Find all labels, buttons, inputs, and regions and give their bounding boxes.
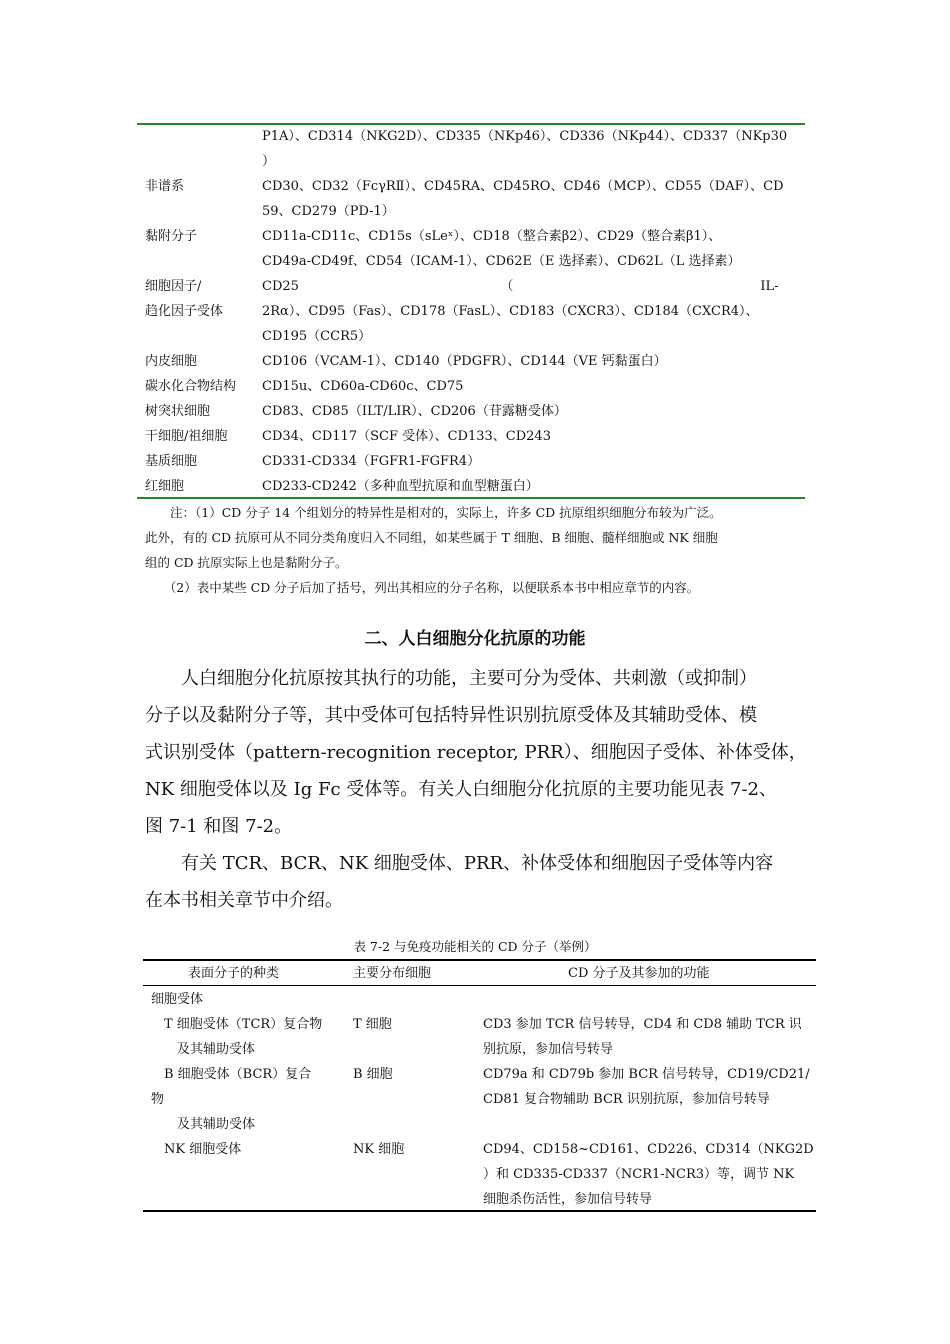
body-line: 人白细胞分化抗原按其执行的功能，主要可分为受体、共刺激（或抑制） <box>145 668 757 689</box>
row-value: CD106（VCAM-1）、CD140（PDGFR）、CD144（VE 钙黏蛋白） <box>262 354 667 369</box>
row-function: CD3 参加 TCR 信号转导，CD4 和 CD8 辅助 TCR 识 <box>483 1017 802 1032</box>
table-caption: 表 7-2 与免疫功能相关的 CD 分子（举例） <box>353 939 597 954</box>
row-category: 细胞因子/ 趋化因子受体 <box>145 279 224 319</box>
header-rule <box>143 985 816 986</box>
row-value: CD15u、CD60a-CD60c、CD75 <box>262 379 464 394</box>
table-row <box>137 449 805 474</box>
row-value: CD331-CD334（FGFR1-FGFR4） <box>262 454 481 469</box>
row-cell: NK 细胞 <box>353 1142 405 1157</box>
body-line: 在本书相关章节中介绍。 <box>145 890 343 911</box>
column-header: 主要分布细胞 <box>353 966 432 981</box>
table-row <box>137 474 805 499</box>
table-note: （2）表中某些 CD 分子后加了括号，列出其相应的分子名称，以便联系本书中相应章节的内容。 <box>145 580 700 595</box>
row-type: T 细胞受体（TCR）复合物 <box>151 1017 323 1032</box>
row-cell: T 细胞 <box>353 1017 392 1032</box>
row-category: 红细胞 <box>145 479 185 494</box>
row-type: B 细胞受体（BCR）复合 <box>151 1067 312 1082</box>
table-row <box>137 124 805 174</box>
row-category: 碳水化合物结构 <box>145 379 237 394</box>
row-type: NK 细胞受体 <box>151 1142 242 1157</box>
row-value: CD83、CD85（ILT/LIR）、CD206（苷露糖受体） <box>262 404 567 419</box>
row-function: CD94、CD158~CD161、CD226、CD314（NKG2D <box>483 1142 814 1157</box>
row-category: 非谱系 <box>145 179 185 194</box>
table-row <box>137 174 805 224</box>
table-row <box>137 274 805 349</box>
row-cell: B 细胞 <box>353 1067 393 1082</box>
table-note: 注：（1）CD 分子 14 个组划分的特异性是相对的，实际上，许多 CD 抗原组织细胞分布较为广泛。 <box>145 505 722 520</box>
row-type: 物 <box>151 1092 165 1107</box>
table-row <box>137 424 805 449</box>
table-bottom-rule <box>143 1210 816 1212</box>
table-row <box>137 374 805 399</box>
row-type: 及其辅助受体 <box>151 1117 256 1132</box>
row-value: CD34、CD117（SCF 受体）、CD133、CD243 <box>262 429 551 444</box>
row-category: 干细胞/祖细胞 <box>145 429 228 444</box>
row-function: 细胞杀伤活性，参加信号转导 <box>483 1192 653 1207</box>
row-function: 别抗原，参加信号转导 <box>483 1042 614 1057</box>
body-line: 图 7-1 和图 7-2。 <box>145 816 293 837</box>
body-line: 分子以及黏附分子等，其中受体可包括特异性识别抗原受体及其辅助受体、模 <box>145 705 757 726</box>
row-type: 及其辅助受体 <box>151 1042 256 1057</box>
row-value: P1A）、CD314（NKG2D）、CD335（NKp46）、CD336（NKp44）、CD337（NKp30 ） <box>262 129 788 169</box>
row-value: CD30、CD32（FcγRⅡ）、CD45RA、CD45RO、CD46（MCP）、CD55（DAF）、CD 59、CD279（PD-1） <box>262 179 784 219</box>
body-line: NK 细胞受体以及 Ig Fc 受体等。有关人白细胞分化抗原的主要功能见表 7-2、 <box>145 779 777 800</box>
row-category: 黏附分子 <box>145 229 198 244</box>
row-category: 基质细胞 <box>145 454 198 469</box>
row-category: 树突状细胞 <box>145 404 211 419</box>
table-note: 此外，有的 CD 抗原可从不同分类角度归入不同组，如某些属于 T 细胞、B 细胞、髓样细胞或 NK 细胞 <box>145 530 718 545</box>
row-function: ）和 CD335-CD337（NCR1-NCR3）等，调节 NK <box>483 1167 795 1182</box>
table-row <box>137 224 805 274</box>
body-line: 式识别受体（pattern-recognition receptor, PRR）、细胞因子受体、补体受体， <box>145 742 807 763</box>
group-label: 细胞受体 <box>151 992 204 1007</box>
row-function: CD81 复合物辅助 BCR 识别抗原，参加信号转导 <box>483 1092 770 1107</box>
table-bottom-rule <box>137 497 805 499</box>
cd-group-table <box>137 124 805 499</box>
column-header: CD 分子及其参加的功能 <box>568 966 710 981</box>
table-row <box>137 399 805 424</box>
row-value: CD25 （ IL- 2Rα）、CD95（Fas）、CD178（FasL）、CD183（CXCR3）、CD184（CXCR4）、 CD195（CCR5） <box>262 279 779 344</box>
table-row <box>137 349 805 374</box>
row-category: 内皮细胞 <box>145 354 198 369</box>
row-value: CD11a-CD11c、CD15s（sLeˣ）、CD18（整合素β2）、CD29（整合素β1）、 CD49a-CD49f、CD54（ICAM-1）、CD62E（E 选择素）、CD62L（L 选择素） <box>262 229 741 269</box>
column-header: 表面分子的种类 <box>188 966 280 981</box>
body-line: 有关 TCR、BCR、NK 细胞受体、PRR、补体受体和细胞因子受体等内容 <box>145 853 774 874</box>
row-value: CD233-CD242（多种血型抗原和血型糖蛋白） <box>262 479 539 494</box>
section-heading: 二、人白细胞分化抗原的功能 <box>364 629 586 649</box>
row-function: CD79a 和 CD79b 参加 BCR 信号转导，CD19/CD21/ <box>483 1067 810 1082</box>
table-note: 组的 CD 抗原实际上也是黏附分子。 <box>145 555 348 570</box>
